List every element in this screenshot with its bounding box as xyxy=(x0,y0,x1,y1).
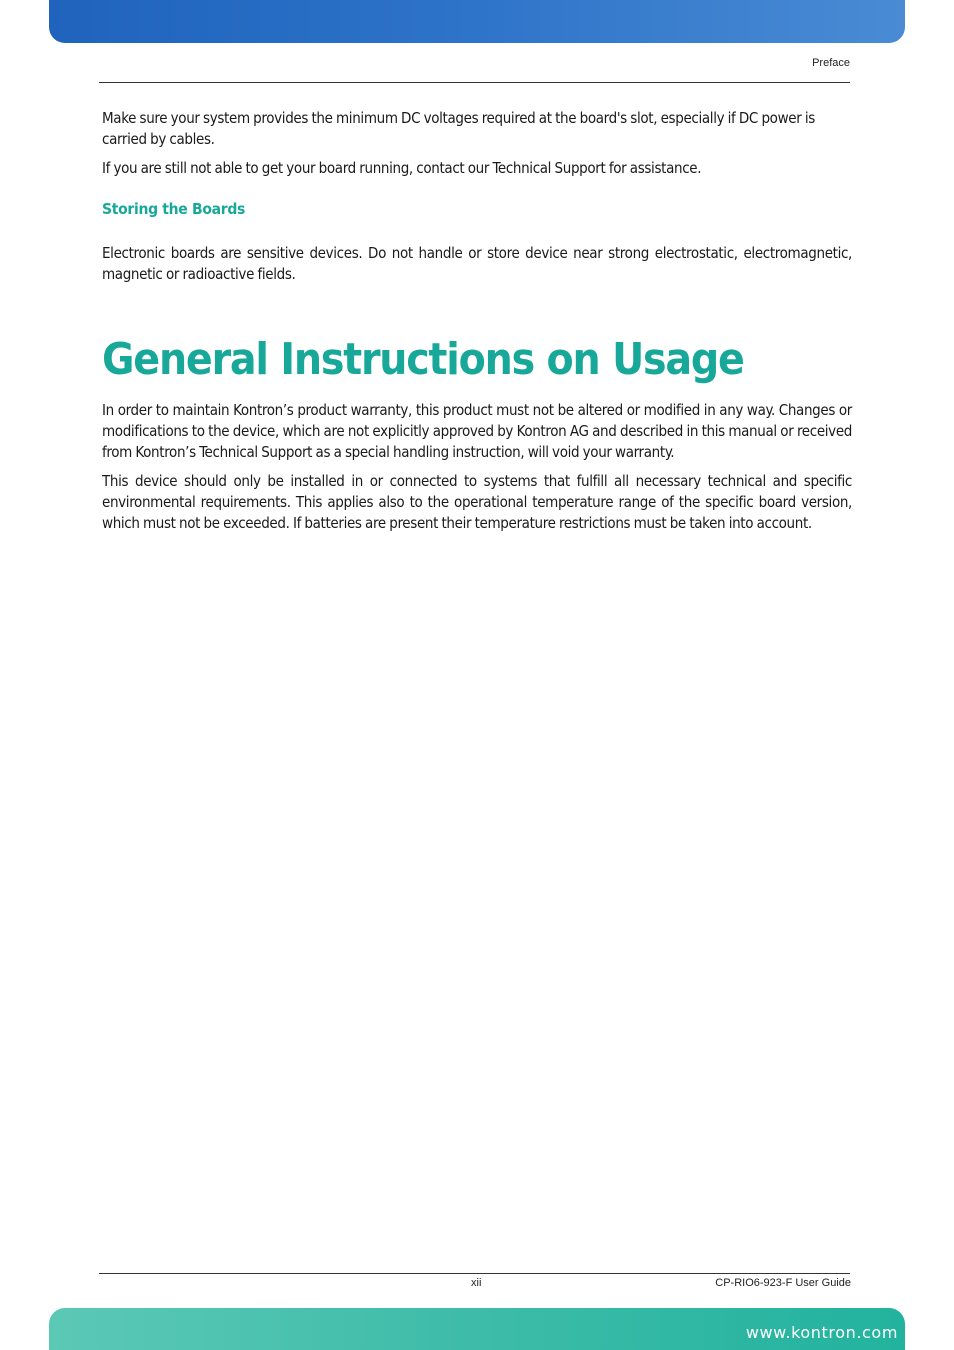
page-number: xii xyxy=(471,1277,482,1289)
intro-paragraph-dc-voltage: Make sure your system provides the minimum DC voltages required at the board's slot, especially if DC power is carried by cables. xyxy=(102,109,815,148)
warranty-paragraph: In order to maintain Kontron’s product warranty, this product must not be altered or modified in any way. Changes or modifications to the device, which are not explicitly approved by Kontron AG and described in this manual or received from Kontron’s Technical Support as a special handling instruction, will void your warranty. xyxy=(102,401,852,461)
document-title: CP-RIO6-923-F User Guide xyxy=(715,1277,851,1289)
website-link[interactable]: www.kontron.com xyxy=(745,1323,898,1342)
storing-boards-heading: Storing the Boards xyxy=(102,200,246,218)
installation-paragraph: This device should only be installed in or connected to systems that fulfill all necessary technical and specific environmental requirements. This applies also to the operational temperature range of the specific board version, which must not be exceeded. If batteries are present their temperature restrictions must be taken into account. xyxy=(102,472,852,532)
storing-boards-paragraph: Electronic boards are sensitive devices. Do not handle or store device near strong electrostatic, electromagnetic, magnetic or radioactive fields. xyxy=(102,244,852,283)
footer-divider xyxy=(99,1273,850,1274)
page-content xyxy=(102,108,852,542)
general-instructions-heading: General Instructions on Usage xyxy=(102,334,744,385)
header-divider xyxy=(99,82,850,83)
top-banner xyxy=(49,0,905,43)
running-header-section: Preface xyxy=(812,57,850,69)
intro-paragraph-support: If you are still not able to get your board running, contact our Technical Support for assistance. xyxy=(102,159,702,177)
